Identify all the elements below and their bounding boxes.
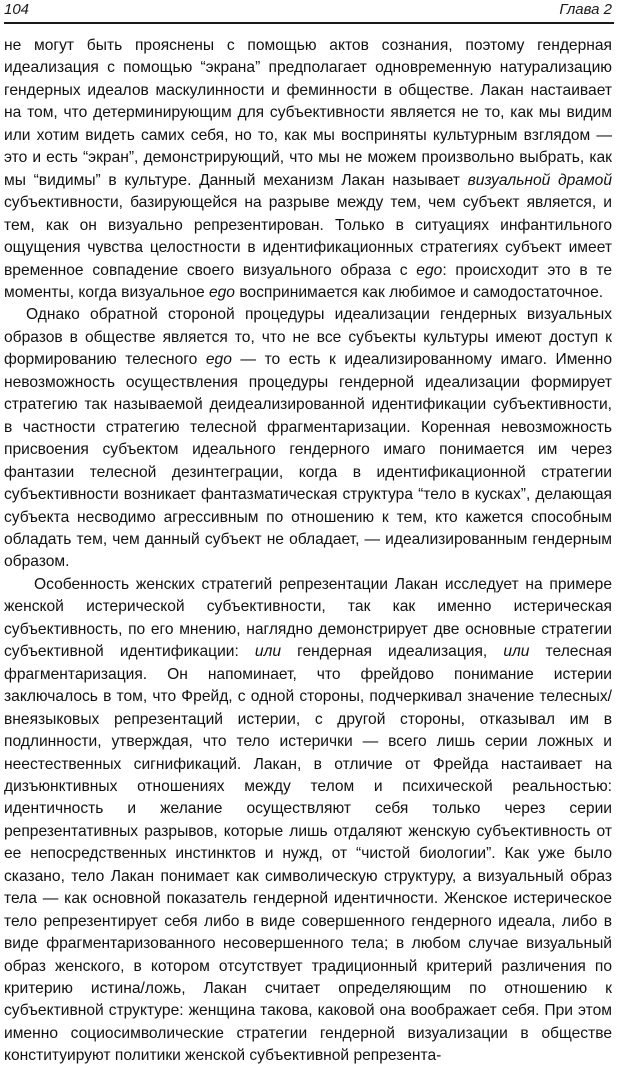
body-text: [4, 35, 612, 1068]
running-header: [4, 0, 614, 22]
text-segment: не могут быть прояснены с помощью актов сознания, поэтому гендерная идеализация с помощью “экрана” предполагает одновременную натурализацию гендерных идеалов маскулинности и феминности в обществе. Лакан настаивает на том, что детерминирующим для субъективности является не то, как мы видим или хотим видеть самих себя, но то, как мы восприняты культурным взглядом — это и есть “экран”, демонстрирующий, что мы не можем произвольно выбрать, как мы “видимы” в культуре. Данный механизм Лакан называет: [4, 37, 612, 189]
text-segment: Особенность женских стратегий репрезентации Лакан исследует на примере женской истерической субъективности, так как именно истерическая субъективность, по его мнению, наглядно демонстрирует две основные стратегии субъективной идентификации:: [4, 575, 612, 661]
paragraph-1: [4, 35, 612, 304]
text-segment: — то есть к идеализированному имаго. Именно невозможность осуществления процедуры гендерной идеализации формирует стратегию так называемой деидеализированной идентификации субъективности, в частности стратегию телесной фрагментаризации. Коренная невозможность присвоения субъектом идеального гендерного имаго понимается им через фантазии телесной дезинтеграции, когда в идентификационной стратегии субъективности возникает фантазматическая структура “тело в кусках”, делающая субъекта несводимо агрессивным по отношению к тем, кто кажется способным обладать тем, чем данный субъект не обладает, — идеализированным гендерным образом.: [4, 351, 613, 571]
emphasis-ego: ego: [416, 261, 443, 279]
emphasis-or: или: [254, 643, 282, 661]
emphasis-or: или: [503, 643, 530, 661]
emphasis-ego: ego: [205, 351, 232, 369]
page-number: 104: [4, 1, 30, 18]
text-segment: субъективности, базирующейся на разрыве между тем, чем субъект является, и тем, как он визуально репрезентирован. Только в ситуациях инфантильного ощущения чувства целостности в идентификационных стратегиях субъект имеет временное совпадение своего визуального образа с: [4, 194, 612, 279]
header-rule: [4, 22, 614, 24]
text-segment: Однако обратной стороной процедуры идеализации гендерных визуальных образов в обществе является то, что не все субъекты культуры имеют доступ к формированию телесного: [4, 306, 612, 369]
text-segment: воспринимается как любимое и самодостаточное.: [234, 283, 604, 301]
emphasis-ego: ego: [208, 283, 235, 301]
text-segment: телесная фрагментаризация. Он напоминает, что фрейдово понимание истерии заключалось в том, что Фрейд, с одной стороны, подчеркивал значение телесных/внеязыковых репрезентаций истерии, с другой стороны, отказывал им в подлинности, утверждая, что тело истерички — всего лишь серии ложных и неестественных сигнификаций. Лакан, в отличие от Фрейда настаивает на дизъюнктивных отношениях между телом и психической реальностью: идентичность и желание осуществляют себя только через серии репрезентативных разрывов, которые лишь отдаляют женскую субъективность от ее непосредственных инстинктов и нужд, от “чистой биологии”. Как уже было сказано, тело Лакан понимает как символическую структуру, а визуальный образ тела — как основной показатель гендерной идентичности. Женское истерическое тело репрезентирует себя либо в виде совершенного гендерного идеала, либо в виде фрагментаризованного несовершенного тела; в любом случае визуальный образ женского, в котором отсутствует традиционный критерий различения по критерию истина/ложь, Лакан считает определяющим по отношению к субъективной структуре: женщина такова, каковой она воображает себя. При этом именно социосимволические стратегии гендерной визуализации в обществе конституируют политики женской субъективной репрезента-: [4, 643, 612, 1065]
text-segment: гендерная идеализация,: [281, 643, 504, 661]
paragraph-3: [4, 574, 612, 1068]
text-segment: : происходит это в те моменты, когда визуальное: [4, 261, 612, 301]
paragraph-2: [4, 304, 612, 573]
emphasis-visual-drama: визуальной драмой: [467, 171, 612, 189]
chapter-title: Глава 2: [559, 1, 612, 18]
